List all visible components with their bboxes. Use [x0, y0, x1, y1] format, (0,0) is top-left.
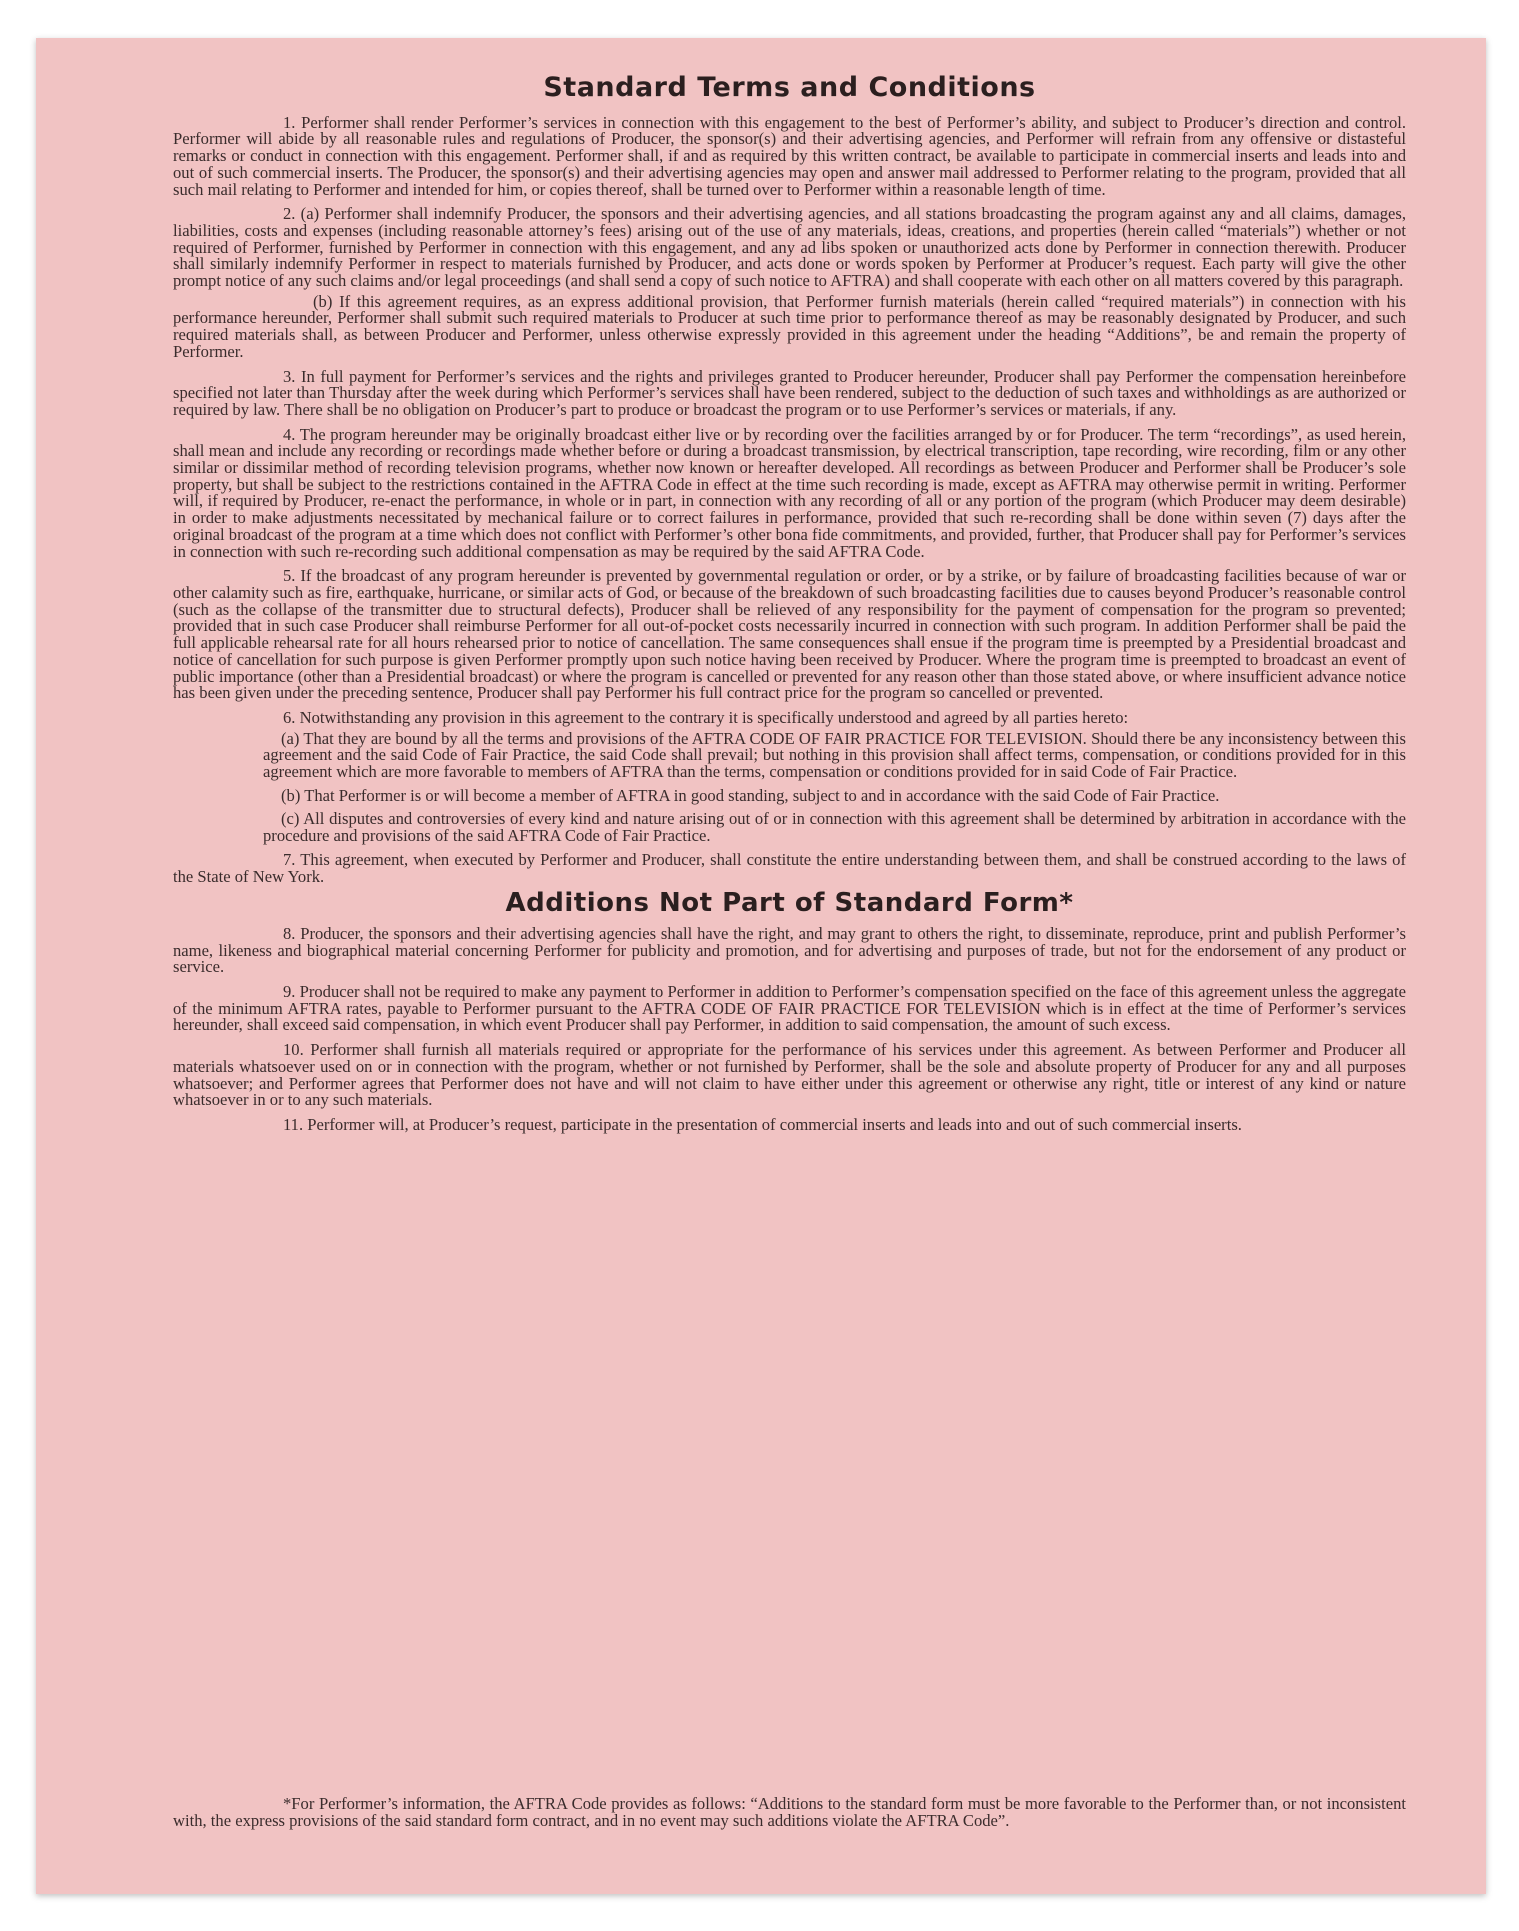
paragraph-2a: 2. (a) Performer shall indemnify Producer, the sponsors and their advertising agencies, and all stations broadcasting the program against any and all claims, damages, liabilities, costs and expenses (including reasonable attorney’s fees) arising out of the use of any materials, ideas, creations, and properties (herein called “materials”) whether or not required of Performer, furnished by Performer in connection with this engagement, and any ad libs spoken or unauthorized acts done by Performer in connection therewith. Producer shall similarly indemnify Performer in respect to materials furnished by Producer, and acts done or words spoken by Performer at Producer’s request. Each party will give the other prompt notice of any such claims and/or legal proceedings (and shall send a copy of such notice to AFTRA) and shall cooperate with each other on all matters covered by this paragraph.	[173, 204, 1406, 291]
additions-title: Additions Not Part of Standard Form*	[505, 888, 1074, 919]
paragraph-6a: (a) That they are bound by all the terms and provisions of the AFTRA CODE OF FAIR PRACTICE FOR TELEVISION. Should there be any inconsistency between this agreement and the said Code of Fair Practice, the said Code shall prevail; but nothing in this provision shall affect terms, compensation, or conditions provided for in this agreement which are more favorable to members of AFTRA than the terms, compensation or conditions provided for in said Code of Fair Practice.	[263, 728, 1406, 782]
paragraph-8: 8. Producer, the sponsors and their advertising agencies shall have the right, and may grant to others the right, to disseminate, reproduce, print and publish Performer’s name, likeness and biographical material concerning Performer for publicity and promotion, and for advertising and purposes of trade, but not for the endorsement of any product or service.	[173, 923, 1406, 977]
paragraph-3: 3. In full payment for Performer’s services and the rights and privileges granted to Producer hereunder, Producer shall pay Performer the compensation hereinbefore specified not later than Thursday after the week during which Performer’s services shall have been rendered, subject to the deduction of such taxes and withholdings as are authorized or required by law. There shall be no obligation on Producer’s part to produce or broadcast the program or to use Performer’s services or materials, if any.	[173, 366, 1406, 419]
paragraph-1: 1. Performer shall render Performer’s services in connection with this engagement to the best of Performer’s ability, and subject to Producer’s direction and control. Performer will abide by all reasonable rules and regulations of Producer, the sponsor(s) and their advertising agencies, and Performer will refrain from any offensive or distasteful remarks or conduct in connection with this engagement. Performer shall, if and as required by this written contract, be available to participate in commercial inserts and leads into and out of such commercial inserts. The Producer, the sponsor(s) and their advertising agencies may open and answer mail addressed to Performer relating to the program, provided that all such mail relating to Performer and intended for him, or copies thereof, shall be turned over to Performer within a reasonable length of time.	[173, 112, 1406, 199]
paragraph-10: 10. Performer shall furnish all materials required or appropriate for the performance of his services under this agreement. As between Performer and Producer all materials whatsoever used on or in connection with the program, whether or not furnished by Performer, shall be the sole and absolute property of Producer for any and all purposes whatsoever; and Performer agrees that Performer does not have and will not claim to have either under this agreement or otherwise any right, title or interest of any kind or nature whatsoever in or to any such materials.	[173, 1040, 1406, 1110]
document-sheet	[36, 38, 1486, 1894]
paragraph-4: 4. The program hereunder may be originally broadcast either live or by recording over the facilities arranged by or for Producer. The term “recordings”, as used herein, shall mean and include any recording or recordings made whether before or during a broadcast transmission, by electrical transcription, tape recording, wire recording, film or any other similar or dissimilar method of recording television programs, whether now known or hereafter developed. All recordings as between Producer and Performer shall be Producer’s sole property, but shall be subject to the restrictions contained in the AFTRA Code in effect at the time such recording is made, except as AFTRA may otherwise permit in writing. Performer will, if required by Producer, re-enact the performance, in whole or in part, in connection with any recording of all or any portion of the program (which Producer may deem desirable) in order to make adjustments necessitated by mechanical failure or to correct failures in performance, provided that such re-recording shall be done within seven (7) days after the original broadcast of the program at a time which does not conflict with Performer’s other bona fide commitments, and provided, further, that Producer shall pay for Performer’s services in connection with such re-recording such additional compensation as may be required by the said AFTRA Code.	[173, 424, 1406, 561]
paragraph-6b: (b) That Performer is or will become a member of AFTRA in good standing, subject to and in accordance with the said Code of Fair Practice.	[281, 785, 1220, 805]
paragraph-5: 5. If the broadcast of any program hereunder is prevented by governmental regulation or order, or by a strike, or by failure of broadcasting facilities because of war or other calamity such as fire, earthquake, hurricane, or similar acts of God, or because of the breakdown of such broadcasting facilities due to causes beyond Producer’s reasonable control (such as the collapse of the transmitter due to structural defects), Producer shall be relieved of any responsibility for the payment of compensation for the program so prevented; provided that in such case Producer shall reimburse Performer for all out-of-pocket costs necessarily incurred in connection with such program. In addition Performer shall be paid the full applicable rehearsal rate for all hours rehearsed prior to notice of cancellation. The same consequences shall ensue if the program time is preempted by a Presidential broadcast and notice of cancellation for such purpose is given Performer promptly upon such notice having been received by Producer. Where the program time is preempted to broadcast an event of public importance (other than a Presidential broadcast) or where the program is cancelled or prevented for any reason other than those stated above, or where insufficient advance notice has been given under the preceding sentence, Producer shall pay Performer his full contract price for the program so cancelled or prevented.	[173, 566, 1406, 703]
paragraph-11: 11. Performer will, at Producer’s request, participate in the presentation of commercial inserts and leads into and out of such commercial inserts.	[283, 1114, 1242, 1134]
document-title: Standard Terms and Conditions	[543, 72, 1036, 103]
paragraph-2b: (b) If this agreement requires, as an express additional provision, that Performer furnish materials (herein called “required materials”) in connection with his performance hereunder, Performer shall submit such required materials to Producer at such time prior to performance thereof as may be reasonably designated by Producer, and such required materials shall, as between Producer and Performer, unless otherwise expressly provided in this agreement under the heading “Additions”, be and remain the property of Performer.	[173, 291, 1406, 361]
document-body	[173, 72, 1406, 1142]
footnote: *For Performer’s information, the AFTRA Code provides as follows: “Additions to the standard form must be more favorable to the Performer than, or not inconsistent with, the express provisions of the said standard form contract, and in no event may such additions violate the AFTRA Code”.	[173, 1794, 1406, 1830]
paragraph-6: 6. Notwithstanding any provision in this agreement to the contrary it is specifically understood and agreed by all parties hereto:	[283, 707, 1129, 727]
paragraph-6c: (c) All disputes and controversies of every kind and nature arising out of or in connection with this agreement shall be determined by arbitration in accordance with the procedure and provisions of the said AFTRA Code of Fair Practice.	[263, 809, 1406, 846]
paragraph-9: 9. Producer shall not be required to make any payment to Performer in addition to Performer’s compensation specified on the face of this agreement unless the aggregate of the minimum AFTRA rates, payable to Performer pursuant to the AFTRA CODE OF FAIR PRACTICE FOR TELEVISION which is in effect at the time of Performer’s services hereunder, shall exceed said compensation, in which event Producer shall pay Performer, in addition to said compensation, the amount of such excess.	[173, 982, 1406, 1035]
paragraph-7: 7. This agreement, when executed by Performer and Producer, shall constitute the entire understanding between them, and shall be construed according to the laws of the State of New York.	[173, 849, 1406, 886]
